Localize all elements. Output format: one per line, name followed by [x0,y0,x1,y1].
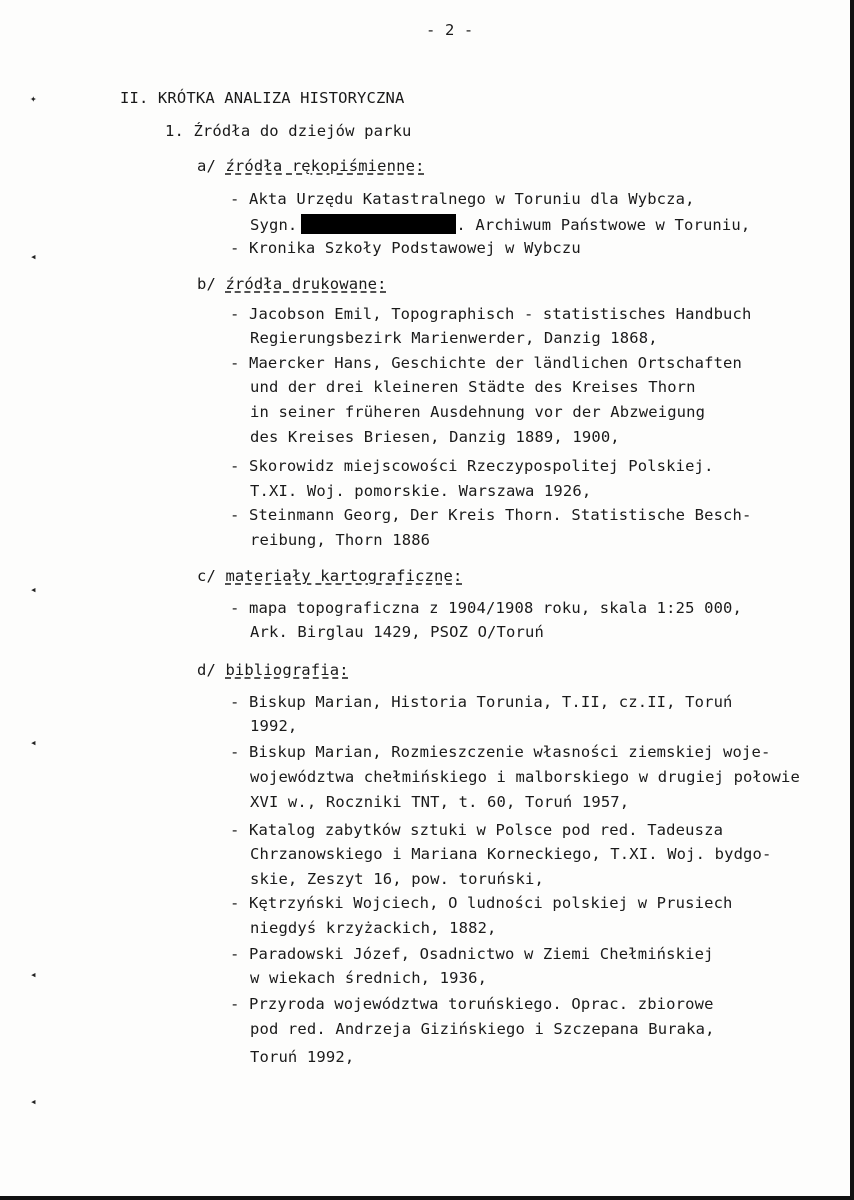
list-dash: - [230,821,240,839]
group-heading-text: materiały kartograficzne: [225,567,463,585]
list-dash: - [230,190,240,208]
list-item [230,598,742,618]
list-dash: - [230,599,240,617]
list-item-continuation: Ark. Birglau 1429, PSOZ O/Toruń [250,623,544,641]
list-item-continuation: pod red. Andrzeja Gizińskiego i Szczepana Buraka, [250,1020,715,1038]
list-item-continuation: Chrzanowskiego i Mariana Korneckiego, T.XI. Woj. bydgo- [250,845,772,863]
list-item-continuation [250,214,750,235]
list-item-text: Kętrzyński Wojciech, O ludności polskiej w Prusiech [248,894,733,912]
list-item-text: Steinmann Georg, Der Kreis Thorn. Statistische Besch- [248,506,752,524]
group-prefix: d/ [197,661,216,679]
list-item-continuation: w wiekach średnich, 1936, [250,969,488,987]
group-a-heading [197,156,425,176]
list-item [230,692,733,712]
list-item [230,353,742,373]
margin-mark: ✦ [30,92,37,105]
list-item [230,893,733,913]
list-dash: - [230,693,240,711]
list-item [230,505,752,525]
list-item-continuation: T.XI. Woj. pomorskie. Warszawa 1926, [250,482,592,500]
list-item-continuation: Regierungsbezirk Marienwerder, Danzig 1868, [250,329,658,347]
list-item-continuation: skie, Zeszyt 16, pow. toruński, [250,870,544,888]
list-dash: - [230,945,240,963]
list-item-text: Przyroda województwa toruńskiego. Oprac. zbiorowe [248,995,714,1013]
list-item-text: Akta Urzędu Katastralnego w Toruniu dla Wybcza, [248,190,695,208]
list-item-text: mapa topograficzna z 1904/1908 roku, skala 1:25 000, [248,599,743,617]
list-item [230,456,714,476]
list-item [230,944,714,964]
list-item-text: Skorowidz miejscowości Rzeczypospolitej Polskiej. [248,457,714,475]
list-item [230,820,723,840]
group-prefix: c/ [197,567,216,585]
list-item-text: Biskup Marian, Historia Torunia, T.II, cz.II, Toruń [248,693,733,711]
group-heading-text: źródła drukowane: [225,275,387,293]
list-item [230,742,770,762]
group-prefix: b/ [197,275,216,293]
list-item-continuation: reibung, Thorn 1886 [250,531,431,549]
list-item [230,304,752,324]
page-number: - 2 - [426,21,474,39]
list-dash: - [230,506,240,524]
list-dash: - [230,457,240,475]
list-item-continuation: niegdyś krzyżackich, 1882, [250,919,497,937]
list-dash: - [230,894,240,912]
list-item-text: Biskup Marian, Rozmieszczenie własności ziemskiej woje- [248,743,771,761]
signature-label: Sygn. [250,216,298,234]
list-item-continuation: Toruń 1992, [250,1048,355,1066]
list-dash: - [230,239,240,257]
list-dash: - [230,305,240,323]
list-item-text: . Archiwum Państwowe w Toruniu, [456,216,751,234]
list-item-text: Katalog zabytków sztuki w Polsce pod red. Tadeusza [248,821,724,839]
list-item-continuation: in seiner früheren Ausdehnung vor der Abzweigung [250,403,706,421]
subsection-title: 1. Źródła do dziejów parku [165,122,412,140]
margin-mark: ◂ [30,736,37,749]
list-item [230,994,714,1014]
list-item-continuation: des Kreises Briesen, Danzig 1889, 1900, [250,428,620,446]
list-item-text: Jacobson Emil, Topographisch - statistisches Handbuch [248,305,752,323]
list-item [230,238,581,258]
margin-mark: ◂ [30,1095,37,1108]
margin-mark: ◂ [30,968,37,981]
list-dash: - [230,743,240,761]
group-d-heading [197,660,349,680]
group-b-heading [197,274,387,294]
section-title: II. KRÓTKA ANALIZA HISTORYCZNA [120,89,405,107]
list-dash: - [230,995,240,1013]
list-item-text: Maercker Hans, Geschichte der ländlichen Ortschaften [248,354,743,372]
group-c-heading [197,566,463,586]
list-item-continuation: XVI w., Roczniki TNT, t. 60, Toruń 1957, [250,793,630,811]
list-item [230,189,695,209]
list-item-continuation: 1992, [250,717,298,735]
margin-mark: ◂ [30,583,37,596]
group-prefix: a/ [197,157,216,175]
group-heading-text: bibliografia: [225,661,349,679]
list-item-continuation: województwa chełmińskiego i malborskiego w drugiej połowie [250,768,800,786]
group-heading-text: źródła rękopiśmienne: [225,157,425,175]
margin-mark: ◂ [30,250,37,263]
list-item-text: Kronika Szkoły Podstawowej w Wybczu [248,239,581,257]
list-item-continuation: und der drei kleineren Städte des Kreises Thorn [250,378,696,396]
list-item-text: Paradowski Józef, Osadnictwo w Ziemi Chełmińskiej [248,945,714,963]
list-dash: - [230,354,240,372]
redaction-bar [301,214,456,234]
